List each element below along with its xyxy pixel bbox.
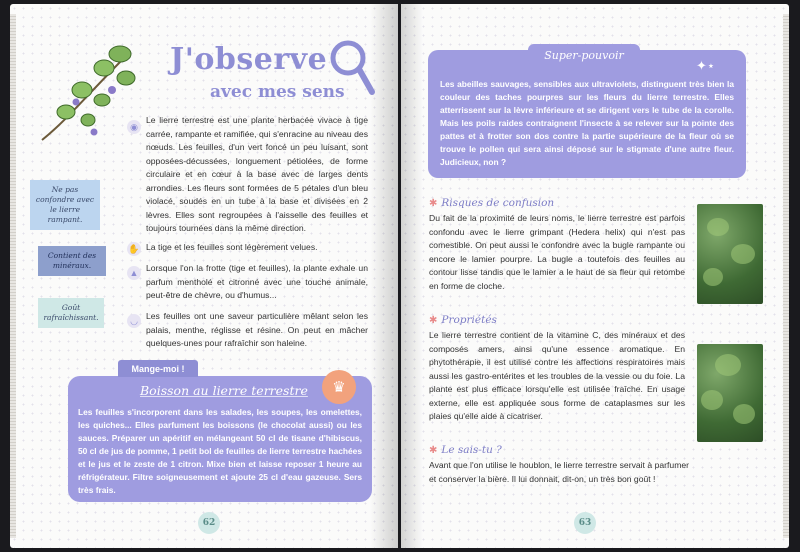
page-number: 62 [198, 512, 220, 534]
page-number: 63 [574, 512, 596, 534]
star-icon: ✱ [429, 197, 438, 209]
section-title-did-you-know: ✱ Le sais-tu ? [429, 444, 502, 456]
smell-paragraph: Lorsque l'on la frotte (tige et feuilles), la plante exhale un parfum mentholé et citronné avec une touche animale, peut-être de chèvre, ou d'humus... [146, 263, 368, 300]
section-title-properties: ✱ Propriétés [429, 314, 497, 326]
page-title: J'observe [170, 42, 328, 77]
description-paragraph: Le lierre terrestre est une plante herbacée vivace à tige carrée, rampante et ramifiée, qui s'enracine au niveau des nœuds. Les feuilles, d'un vert foncé un peu luisant, sont opposées-décussées, longuement pétiolées, de forme circulaire et en cœur à la base avec de larges dents arrondies. Les fleurs sont formées de 5 pétales d'un bleu violacé, soudés en un tube à la base et divisées en 2 lèvres. Elles sont regroupées à l'aisselle des feuilles et toujours tournées dans la même direction. [146, 115, 368, 233]
recipe-tab: Mange-moi ! [118, 360, 198, 377]
star-icon: ✱ [429, 444, 438, 456]
note-taste: Goût rafraîchissant. [38, 298, 104, 328]
page-subtitle: avec mes sens [210, 82, 345, 102]
chef-icon: ♛ [322, 370, 356, 404]
page-edge [783, 14, 789, 538]
mouth-icon: ◡ [127, 314, 141, 328]
spine-shadow [401, 4, 423, 548]
plant-photo [697, 204, 763, 304]
left-page [10, 4, 398, 548]
super-power-text: Les abeilles sauvages, sensibles aux ultraviolets, distinguent très bien la couleur des taches pourpres sur les fleurs du lierre terrestre. Elles atterrissent sur la lèvre inférieure et se dirigent vers le tube de la corolle. Mais les poils raides contraignent l'insecte à se relever sur la pointe des pattes et à frotter son dos contre la partie supérieure de la fleur où se trouve le pollen qui sera ainsi déposé sur le stigmate d'une autre fleur. Judicieux, non ? [440, 79, 734, 167]
star-icon: ✱ [429, 314, 438, 326]
recipe-title: Boisson au lierre terrestre [140, 383, 308, 398]
magnifier-icon [328, 38, 376, 98]
magic-wand-icon: ✦⋆ [696, 58, 716, 73]
recipe-text: Les feuilles s'incorporent dans les salades, les soupes, les omelettes, les quiches... Elles parfument les boissons (le chocolat aussi) ou les sauces. Préparer un apéritif en mélangeant 50 cl de tisane d'hibiscus, 50 cl de jus de pomme, 1 petit bol de feuilles de lierre terrestre hachées et le jus et le zeste de 1 citron. Mixe bien et laisse reposer 1 heure au réfrigérateur. Filtre soigneusement et ajoute 25 cl d'eau gazeuse. Sers très frais. [78, 407, 362, 495]
section-text-properties: Le lierre terrestre contient de la vitamine C, des minéraux et des composés amers, ainsi qu'une essence aromatique. En phytothérapie, il est utilisé contre les affections respiratoires mais aussi les gastro-entérites et les troubles de la vessie ou du foie. La plante est plus efficace lorsqu'elle est utilisée fraîche. En usage externe, elle est appliquée sous forme de cataplasmes sur les plaies qu'elle aide à cicatriser. [429, 330, 685, 421]
taste-paragraph: Les feuilles ont une saveur particulière mêlant selon les palais, menthe, réglisse et résine. On peut en mâcher quelques-unes pour rafraîchir son haleine. [146, 311, 368, 348]
super-power-title: Super-pouvoir [528, 44, 640, 66]
note-confusion: Ne pas confondre avec le lierre rampant. [30, 180, 100, 230]
note-minerals: Contient des minéraux. [38, 246, 106, 276]
super-power-box [428, 50, 746, 178]
page-edge [10, 14, 16, 538]
right-page [401, 4, 789, 548]
section-text-did-you-know: Avant que l'on utilise le houblon, le lierre terrestre servait à parfumer et conserver la bière. Il lui donnait, dit-on, un très bon goût ! [429, 460, 689, 484]
eye-icon: ◉ [127, 120, 141, 134]
ground-ivy-illustration [32, 40, 142, 150]
hand-icon: ✋ [127, 242, 141, 256]
plant-photo [697, 344, 763, 442]
touch-paragraph: La tige et les feuilles sont légèrement velues. [146, 242, 318, 252]
section-text-confusion: Du fait de la proximité de leurs noms, le lierre terrestre est parfois confondu avec le lierre grimpant (Hedera helix) qui n'est pas comestible. On peut aussi le confondre avec la bugle rampante ou encore le lamier pourpre. La bugle a toutefois des feuilles au contour lisse tandis que le lamier a le haut de sa fleur qui retombe en forme de cloche. [429, 213, 685, 291]
section-title-confusion: ✱ Risques de confusion [429, 197, 555, 209]
nose-icon: ▲ [127, 266, 141, 280]
